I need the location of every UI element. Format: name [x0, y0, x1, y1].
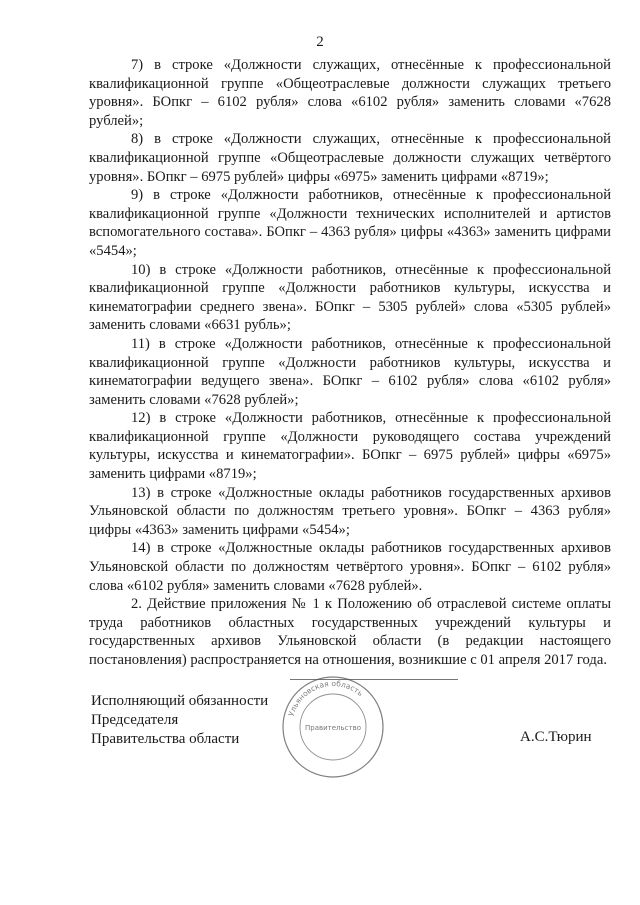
- paragraph-item-14: 14) в строке «Должностные оклады работников государственных архивов Ульяновской области по должностям четвёртого уровня». БОпкг – 6102 рубля» слова «6102 рубля» заменить словами «7628 рублей».: [89, 540, 611, 594]
- paragraph-item-8: 8) в строке «Должности служащих, отнесённые к профессиональной квалификационной группе «Общеотраслевые должности служащих четвёртого уровня». БОпкг – 6975 рублей» цифры «6975» заменить цифрами «8719»;: [89, 131, 611, 185]
- signatory-position-line: Исполняющий обязанности: [91, 693, 269, 709]
- paragraph-item-13: 13) в строке «Должностные оклады работников государственных архивов Ульяновской области по должностям третьего уровня». БОпкг – 4363 рубля» цифры «4363» заменить цифрами «5454»;: [89, 484, 611, 538]
- paragraph-item-11: 11) в строке «Должности работников, отнесённые к профессиональной квалификационной группе «Должности работников культуры, искусства и кинематографии ведущего звена». БОпкг – 6102 рубля» слова «6102 рубля» заменить словами «7628 рублей»;: [89, 335, 611, 408]
- paragraph-section-2: 2. Действие приложения № 1 к Положению об отраслевой системе оплаты труда работников областных государственных учреждений культуры и государственных архивов Ульяновской области (в редакции настоящего постановления) распространяется на отношения, возникшие с 01 апреля 2017 года.: [89, 596, 611, 668]
- paragraph-item-12: 12) в строке «Должности работников, отнесённые к профессиональной квалификационной группе «Должности руководящего состава учреждений культуры, искусства и кинематографии». БОпкг – 6975 рублей» цифры «6975» заменить цифрами «8719»;: [89, 410, 611, 483]
- signatory-position: [91, 692, 268, 749]
- page-number: 2: [316, 34, 324, 50]
- official-seal-stamp: [278, 672, 388, 782]
- seal-outer-text: Ульяновская область: [286, 678, 365, 718]
- signatory-position-line: Председателя: [91, 712, 179, 728]
- paragraph-item-9: 9) в строке «Должности работников, отнесённые к профессиональной квалификационной группе «Должности технических исполнителей и артистов вспомогательного состава». БОпкг – 4363 рубля» цифры «4363» заменить цифрами «5454»;: [89, 187, 611, 259]
- signatory-name: А.С.Тюрин: [520, 729, 592, 745]
- signatory-position-line: Правительства области: [91, 731, 240, 747]
- paragraph-item-10: 10) в строке «Должности работников, отнесённые к профессиональной квалификационной группе «Должности работников культуры, искусства и кинематографии среднего звена». БОпкг – 5305 рублей» слова «5305 рублей» заменить словами «6631 рубль»;: [89, 261, 611, 334]
- document-body: [89, 56, 611, 670]
- svg-text:Ульяновская область: [287, 679, 365, 717]
- paragraph-item-7: 7) в строке «Должности служащих, отнесённые к профессиональной квалификационной группе «Общеотраслевые должности служащих третьего уровня». БОпкг – 6102 рубля» слова «6102 рубля» заменить словами «7628 рублей»;: [89, 57, 611, 129]
- seal-inner-text: Правительство: [305, 724, 361, 732]
